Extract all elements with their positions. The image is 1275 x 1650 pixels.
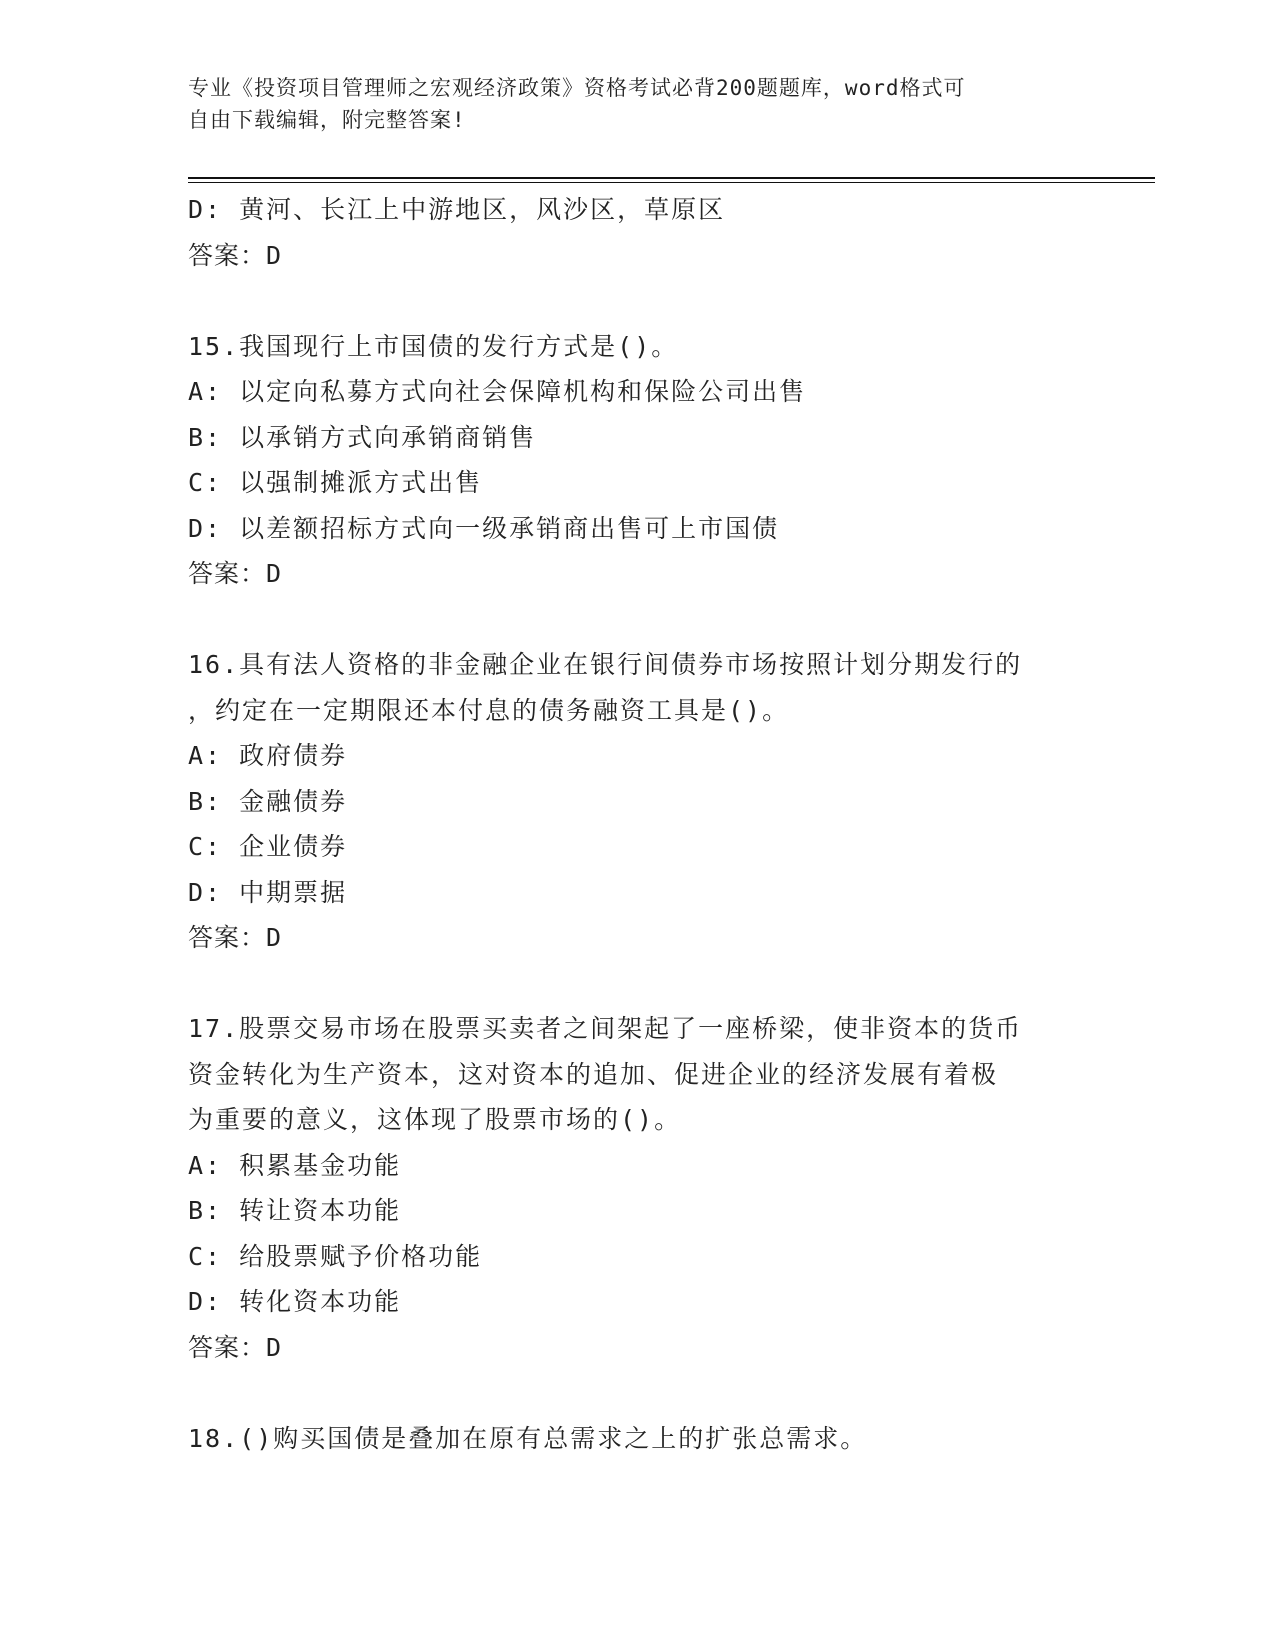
question-stem: 为重要的意义，这体现了股票市场的()。 [188,1105,682,1134]
question-stem: 17.股票交易市场在股票买卖者之间架起了一座桥梁，使非资本的货币 [188,1014,1023,1043]
option-d: D: 转化资本功能 [188,1287,402,1316]
question-16 [188,642,1088,961]
document-body [188,187,1088,1461]
spacer [188,1370,1088,1416]
question-18 [188,1416,1088,1462]
spacer [188,597,1088,643]
answer-line: 答案：D [188,240,283,270]
spacer [188,961,1088,1007]
option-b: B: 转让资本功能 [188,1196,402,1225]
option-d: D: 黄河、长江上中游地区，风沙区，草原区 [188,195,726,224]
option-a: A: 以定向私募方式向社会保障机构和保险公司出售 [188,377,807,406]
spacer [188,278,1088,324]
header-title-line-2: 自由下载编辑，附完整答案! [188,108,466,132]
question-stem: ，约定在一定期限还本付息的债务融资工具是()。 [188,695,790,725]
question-15 [188,324,1088,597]
question-stem: 16.具有法人资格的非金融企业在银行间债券市场按照计划分期发行的 [188,650,1023,679]
header-title-line-1: 专业《投资项目管理师之宏观经济政策》资格考试必背200题题库，word格式可 [188,76,966,100]
question-14-fragment [188,187,1088,278]
answer-line: 答案：D [188,923,283,952]
question-stem: 资金转化为生产资本，这对资本的追加、促进企业的经济发展有着极 [188,1059,999,1089]
header-divider-thick [188,177,1155,179]
option-a: A: 积累基金功能 [188,1150,402,1180]
question-stem: 18.()购买国债是叠加在原有总需求之上的扩张总需求。 [188,1423,868,1453]
option-a: A: 政府债券 [188,741,348,770]
option-d: D: 中期票据 [188,877,348,907]
question-17 [188,1006,1088,1370]
answer-line: 答案：D [188,559,283,588]
option-b: B: 金融债券 [188,786,348,816]
option-c: C: 给股票赋予价格功能 [188,1241,483,1271]
option-d: D: 以差额招标方式向一级承销商出售可上市国债 [188,513,780,543]
question-stem: 15.我国现行上市国债的发行方式是()。 [188,331,679,361]
option-b: B: 以承销方式向承销商销售 [188,422,537,452]
document-header [188,72,1068,136]
header-divider-thin [188,182,1155,183]
answer-line: 答案：D [188,1332,283,1362]
option-c: C: 以强制摊派方式出售 [188,468,483,497]
option-c: C: 企业债券 [188,832,348,861]
